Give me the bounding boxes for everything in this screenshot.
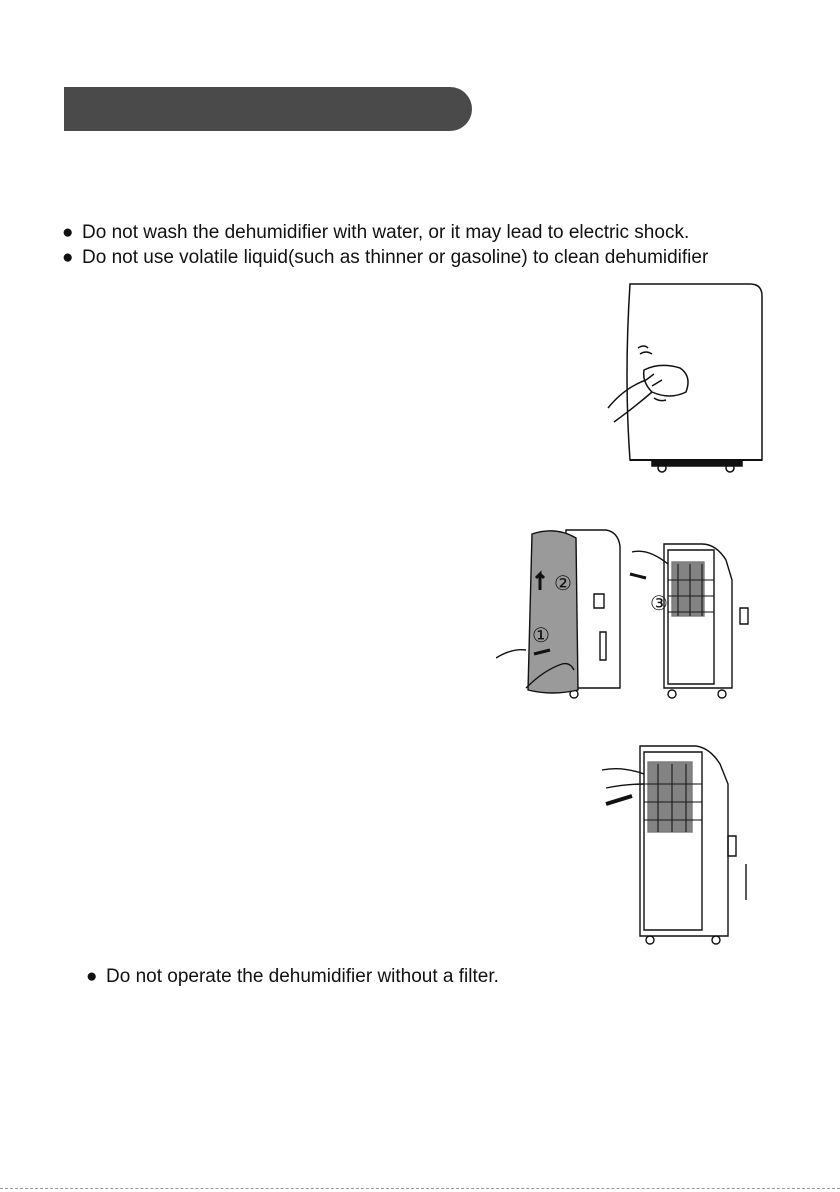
filter-install-illustration: [598, 740, 768, 950]
bullet-icon: ●: [86, 966, 98, 987]
warning-no-water-wash: ● Do not wash the dehumidifier with water, or it may lead to electric shock.: [62, 222, 690, 243]
page-edge-divider: [0, 1188, 840, 1189]
bullet-icon: ●: [62, 222, 74, 243]
section-header-bar: [64, 87, 472, 131]
bullet-icon: ●: [62, 247, 74, 268]
warning-no-volatile-liquid: ● Do not use volatile liquid(such as thinner or gasoline) to clean dehumidifier: [62, 247, 709, 268]
filter-removal-illustration: [496, 520, 796, 710]
step-3-mark: ③: [650, 591, 668, 615]
warning-filter-required: ● Do not operate the dehumidifier without a filter.: [86, 966, 499, 987]
step-2-mark: ②: [554, 571, 572, 595]
step-1-mark: ①: [532, 623, 550, 647]
cabinet-wipe-illustration: [600, 278, 780, 478]
